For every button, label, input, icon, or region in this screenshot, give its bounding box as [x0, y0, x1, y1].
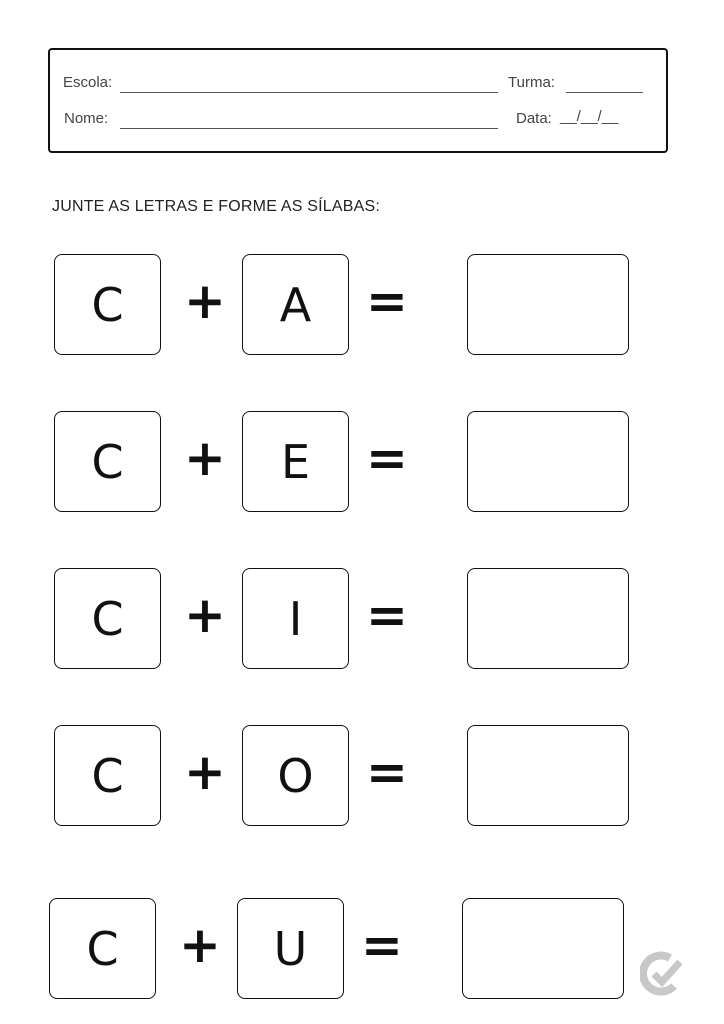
instruction-title: JUNTE AS LETRAS E FORME AS SÍLABAS:	[52, 198, 380, 215]
answer-box[interactable]	[462, 898, 624, 999]
date-field[interactable]: __/__/__	[560, 108, 619, 125]
letter-box-vowel: I	[242, 568, 349, 669]
letter-box-vowel: A	[242, 254, 349, 355]
letter-box-consonant: C	[49, 898, 156, 999]
plus-sign: +	[184, 429, 226, 487]
answer-box[interactable]	[467, 725, 629, 826]
equals-sign: =	[366, 586, 408, 644]
plus-sign: +	[184, 586, 226, 644]
letter-box-consonant: C	[54, 254, 161, 355]
letter-box-vowel: O	[242, 725, 349, 826]
answer-box[interactable]	[467, 568, 629, 669]
name-label: Nome:	[64, 110, 109, 127]
student-info-box	[48, 48, 668, 153]
plus-sign: +	[184, 272, 226, 330]
equals-sign: =	[366, 743, 408, 801]
letter-box-consonant: C	[54, 725, 161, 826]
equals-sign: =	[366, 272, 408, 330]
letter-box-consonant: C	[54, 411, 161, 512]
class-label: Turma:	[508, 74, 555, 91]
plus-sign: +	[179, 916, 221, 974]
plus-sign: +	[184, 743, 226, 801]
date-label: Data:	[516, 110, 552, 127]
name-field[interactable]	[120, 127, 498, 129]
letter-box-vowel: E	[242, 411, 349, 512]
letter-box-vowel: U	[237, 898, 344, 999]
answer-box[interactable]	[467, 411, 629, 512]
school-field[interactable]	[120, 91, 498, 93]
class-field[interactable]	[566, 91, 643, 93]
checkmark-logo-icon	[640, 948, 686, 998]
letter-box-consonant: C	[54, 568, 161, 669]
equals-sign: =	[366, 429, 408, 487]
equals-sign: =	[361, 916, 403, 974]
school-label: Escola:	[63, 74, 113, 91]
answer-box[interactable]	[467, 254, 629, 355]
